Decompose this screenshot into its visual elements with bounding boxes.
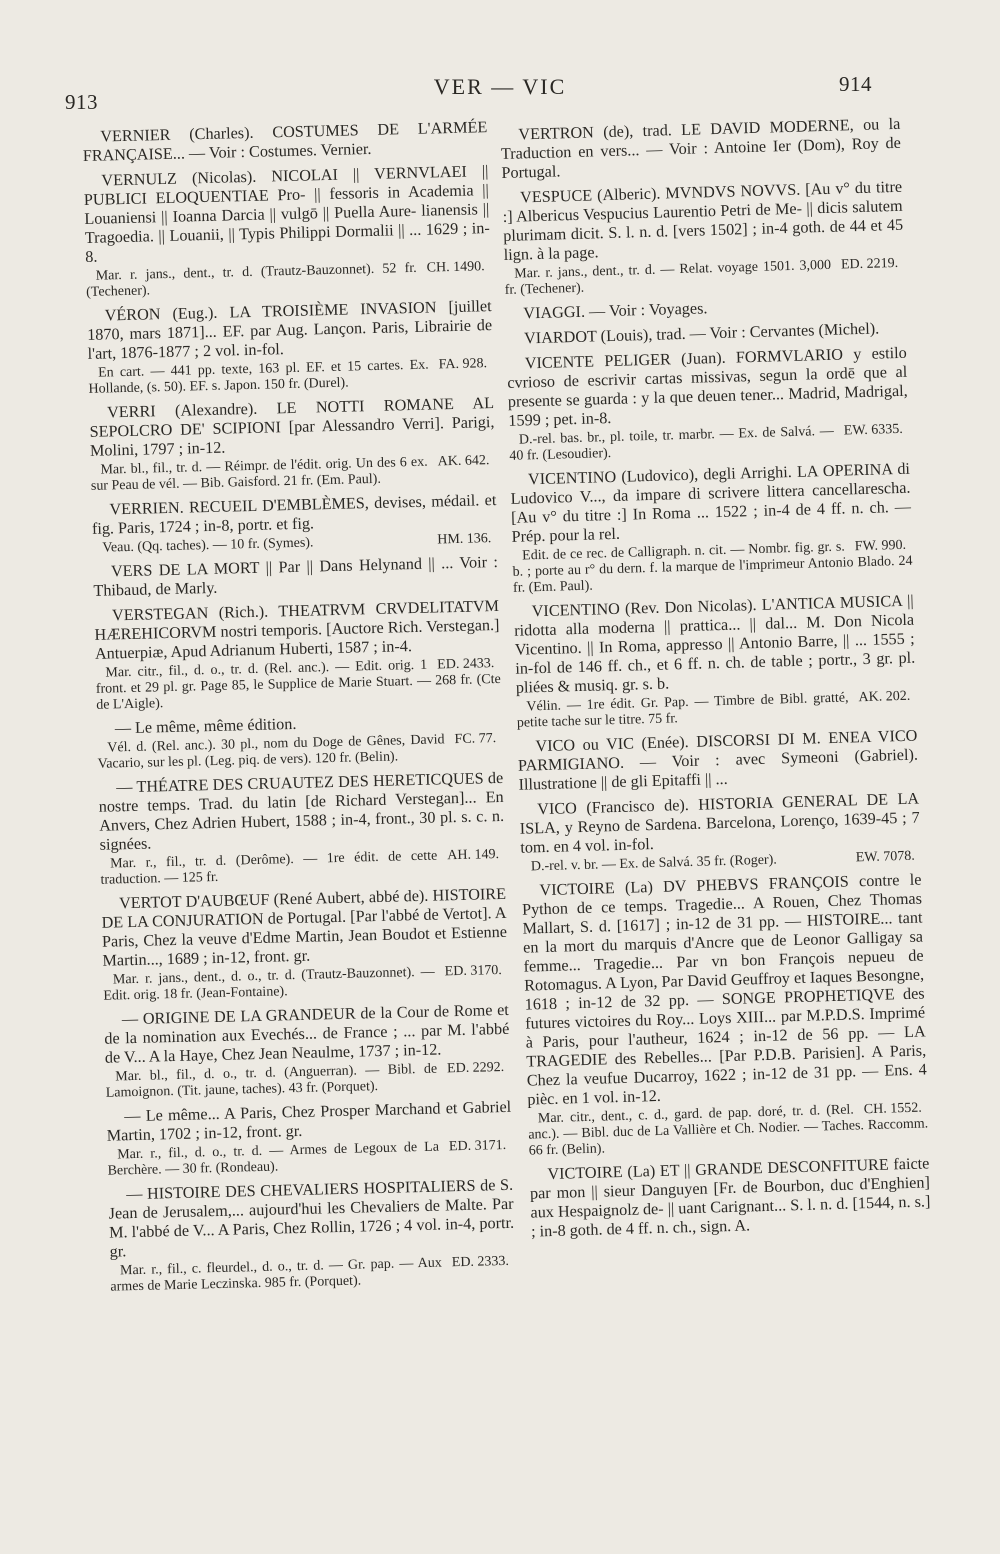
- left-column: [82, 112, 516, 1296]
- note-text: Mar. r. jans., dent., tr. d. (Trautz-Bauzonnet). 52 fr. (Techener).: [85, 260, 417, 300]
- entry-heading: — HISTOIRE DES CHEVALIERS HOSPITALIERS de S. Jean de Jerusalem,... aujourd'hui les Chevaliers de Malte. Par M. l'abbé de V... A Paris, Chez Rollin, 1726 ; 4 vol. in-4, portr. gr.: [108, 1175, 515, 1261]
- entry-heading: VICO ou VIC (Enée). DISCORSI DI M. ENEA VICO PARMIGIANO. — Voir : avec Symeoni (Gabriel). Illustratione || de gli Epitaffi || ...: [517, 726, 919, 794]
- note-reference: CH. 1490.: [426, 259, 485, 276]
- note-text: Vélin. — 1re édit. Gr. Pap. — Timbre de Bibl. gratté, petite tache sur le titre. 75 fr.: [516, 690, 849, 731]
- entry-heading: VERTRON (de), trad. LE DAVID MODERNE, ou la Traduction en vers... — Voir : Antoine Ier (Dom), Roy de Portugal.: [500, 114, 902, 182]
- catalogue-entry: [519, 790, 921, 876]
- entry-heading: VICO (Francisco de). HISTORIA GENERAL DE LA ISLA, y Reyno de Sardena. Barcelona, Lorenço, 1639-45 ; 7 tom. en 4 vol. in-fol.: [519, 789, 920, 857]
- note-text: Veau. (Qq. taches). — 10 fr. (Symes).: [102, 535, 314, 556]
- note-text: D.-rel. bas. br., pl. toile, tr. marbr. — Ex. de Salvá. — 40 fr. (Lesoudier).: [509, 423, 835, 464]
- catalogue-entry: [505, 294, 905, 324]
- note-reference: CH. 1552.: [863, 1100, 922, 1118]
- entry-heading: — Le même, même édition.: [114, 714, 297, 738]
- entry-heading: — ORIGINE DE LA GRANDEUR de la Cour de Rome et de la nomination aux Evechés... de France ; ... par M. l'abbé de V... A la Haye, Chez Jean Neaulme, 1737 ; in-12.: [104, 1000, 510, 1067]
- note-text: Mar. r., fil., c. fleurdel., d. o., tr. d. — Gr. pap. — Aux armes de Marie Leczinska. 985 fr. (Porquet).: [110, 1255, 442, 1295]
- note-text: Mar. r. jans., dent., tr. d. — Relat. voyage 1501. 3,000 fr. (Techener).: [504, 257, 832, 298]
- note-reference: ED. 2292.: [446, 1059, 505, 1077]
- catalogue-entry: [513, 592, 916, 732]
- entry-heading: VERNULZ (Nicolas). NICOLAI || VERNVLAEI || PUBLICI ELOQUENTIAE Pro- || fessoris in Academia || Louaniensi || Ioanna Darcia || vulgō || Puella Aure- lianensis || Tragoedia. || Louanii, || Typis Philippi Dormalii || ... 1629 ; in-8.: [83, 162, 490, 266]
- catalogue-entry: [89, 394, 496, 495]
- entry-heading: VIAGGI. — Voir : Voyages.: [523, 299, 708, 323]
- note-reference: FA. 928.: [438, 356, 488, 373]
- note-text: Mar. bl., fil., tr. d. — Réimpr. de l'édit. orig. Un des 6 ex. sur Peau de vél. — Bib. Gaisford. 21 fr. (Em. Paul).: [90, 454, 428, 494]
- note-text: Mar. citr., fil., d. o., tr. d. (Rel. anc.). — Edit. orig. 1 front. et 29 pl. gr. Page 85, le Supplice de Marie Stuart. — 268 fr. (Cte de L'Aigle).: [95, 657, 501, 713]
- entry-heading: VICENTINO (Ludovico), degli Arrighi. LA OPERINA di Ludovico V..., da impare di scrivere littera cancellarescha. [Au v° du titre :] In Roma ... 1522 ; in-4 de 4 ff. n. ch. — Prép. pour la rel.: [510, 459, 912, 546]
- catalogue-entry: [97, 710, 503, 773]
- note-reference: ED. 2333.: [451, 1253, 510, 1271]
- catalogue-entry: [510, 460, 913, 597]
- entry-heading: VIARDOT (Louis), trad. — Voir : Cervantes (Michel).: [523, 319, 880, 348]
- catalogue-entry: [101, 885, 509, 1005]
- entry-heading: VESPUCE (Alberic). MVNDVS NOVVS. [Au v° du titre :] Albericus Vespucius Laurentio Petri de Me- || dicis salutem plurimam dicit. S. l. n. d. [vers 1502] ; in-4 goth. de 44 et 45 lign. à la page.: [502, 177, 904, 264]
- catalogue-entry: [87, 297, 494, 398]
- right-column: [500, 109, 931, 1242]
- note-text: Mar. r., fil., tr. d. (Derôme). — 1re édit. de cette traduction. — 125 fr.: [100, 848, 438, 888]
- catalogue-entry: [93, 553, 499, 601]
- entry-heading: VERRI (Alexandre). LE NOTTI ROMANE AL SEPOLCRO DE' SCIPIONI [par Alessandro Verri]. Parigi, Molini, 1797 ; in-12.: [89, 394, 495, 460]
- note-reference: AH. 149.: [447, 847, 500, 864]
- note-reference: FW. 990.: [854, 537, 907, 555]
- entry-heading: VERRIEN. RECUEIL D'EMBLÈMES, devises, médail. et fig. Paris, 1724 ; in-8, portr. et fig.: [91, 490, 497, 538]
- note-reference: ED. 3170.: [444, 962, 503, 980]
- catalogue-entry: [507, 344, 910, 465]
- note-reference: EW. 6335.: [843, 421, 904, 439]
- catalogue-entry: [94, 597, 501, 714]
- page-number-left: 913: [65, 90, 98, 114]
- entry-heading: VICENTINO (Rev. Don Nicolas). L'ANTICA MUSICA || ridotta alla moderna || prattica... || dal... M. Don Nicola Vicentino. || In Roma, appresso || Antonio Barre, || ... 1555 ; in-fol de 146 ff. ch., et 6 ff. n. ch. de table ; portr., 3 gr. pl. pliées & musiq. gr. s. b.: [514, 591, 916, 697]
- entry-heading: VERNIER (Charles). COSTUMES DE L'ARMÉE FRANÇAISE... — Voir : Costumes. Vernier.: [82, 118, 488, 165]
- note-reference: ED. 2433.: [437, 656, 495, 673]
- entry-heading: — Le même... A Paris, Chez Prosper Marchand et Gabriel Martin, 1702 ; in-12, front. gr.: [106, 1097, 512, 1145]
- note-text: Mar. bl., fil., d. o., tr. d. (Anguerran). — Bibl. de Lamoignon. (Tit. jaune, taches). 43 fr. (Porquet).: [105, 1061, 438, 1101]
- catalogue-entry: [506, 319, 906, 349]
- catalogue-entry: [502, 178, 905, 299]
- entry-note: [512, 538, 913, 597]
- entry-heading: VICTOIRE (La) ET || GRANDE DESCONFITURE faicte par mon || sieur Danguyen [Fr. de Bourbon, duc d'Enghien] aux Hespaignolz de- || uant Carignant... S. l. n. d. [1544, n. s.] ; in-8 goth. de 4 ff. n. ch., sign. A.: [529, 1154, 931, 1241]
- entry-note: [95, 656, 501, 714]
- note-reference: AK. 202.: [858, 688, 911, 706]
- entry-note: [528, 1100, 929, 1159]
- entry-heading: VERS DE LA MORT || Par || Dans Helynand || ... Voir : Thibaud, de Marly.: [93, 552, 499, 600]
- entry-heading: — THÉATRE DES CRUAUTEZ DES HERETICQUES de nostre temps. Trad. du latin [de Richard Verstegan]... En Anvers, Chez Adrien Hubert, 1588 ; in-4, front., 30 pl. s. c. n. signées.: [98, 768, 505, 854]
- catalogue-entry: [91, 491, 497, 557]
- note-text: Mar. r. jans., dent., d. o., tr. d. (Trautz-Bauzonnet). — Edit. orig. 18 fr. (Jean-Fontaine).: [103, 964, 435, 1004]
- note-reference: EW. 7078.: [855, 848, 915, 866]
- catalogue-entry: [98, 769, 506, 889]
- catalogue-entry: [83, 162, 491, 301]
- catalogue-entry: [106, 1098, 513, 1180]
- catalogue-entry: [521, 871, 929, 1160]
- note-text: Edit. de ce rec. de Calligraph. n. cit. — Nombr. fig. gr. s. b. ; porte au r° du dern. f. la marque de l'imprimeur Antonio Blado. 24 fr. (Em. Paul).: [512, 539, 913, 596]
- entry-heading: VERTOT D'AUBŒUF (René Aubert, abbé de). HISTOIRE DE LA CONJURATION de Portugal. [Par l'abbé de Vertot]. A Paris, Chez la veuve d'Edme Martin, Jean Boudot et Estienne Martin..., 1689 ; in-12, front. gr.: [101, 884, 508, 970]
- page-number-right: 914: [839, 72, 872, 96]
- note-text: Vél. d. (Rel. anc.). 30 pl., nom du Doge de Gênes, David Vacario, sur les pl. (Leg. piq. de vers). 120 fr. (Belin).: [97, 732, 445, 772]
- note-reference: AK. 642.: [437, 453, 490, 470]
- catalogue-entry: [529, 1154, 931, 1241]
- catalogue-entry: [517, 727, 918, 795]
- note-reference: ED. 3171.: [448, 1137, 507, 1155]
- entry-heading: VICENTE PELIGER (Juan). FORMVLARIO y estilo cvrioso de escrivir cartas missivas, segun la ordē que al presente se guarda : y la que deuen tener... Madrid, Madrigal, 1599 ; pet. in-8.: [507, 343, 908, 430]
- catalogue-entry: [500, 115, 901, 183]
- note-text: Mar. r., fil., d. o., tr. d. — Armes de Legoux de La Berchère. — 30 fr. (Rondeau).: [107, 1139, 440, 1179]
- note-reference: HM. 136.: [437, 531, 492, 548]
- entry-heading: VÉRON (Eug.). LA TROISIÈME INVASION [juillet 1870, mars 1871]... EF. par Aug. Lançon. Paris, Librairie de l'art, 1876-1877 ; 2 vol. in-fol.: [86, 297, 493, 363]
- entry-heading: VERSTEGAN (Rich.). THEATRVM CRVDELITATVM HÆREHICORVM nostri temporis. [Auctore Rich. Verstegan.] Antuerpiæ, Apud Adrianum Huberti, 1587 ; in-4.: [94, 596, 500, 663]
- catalogue-entry: [104, 1001, 511, 1102]
- note-text: D.-rel. v. br. — Ex. de Salvá. 35 fr. (Roger).: [530, 852, 777, 875]
- note-text: Mar. citr., dent., c. d., gard. de pap. doré, tr. d. (Rel. anc.). — Bibl. duc de La Vallière et Ch. Nodier. — Taches. Raccomm. 66 fr. (Belin).: [528, 1102, 929, 1159]
- running-title: VER — VIC: [433, 74, 567, 99]
- catalogue-entry: [108, 1176, 516, 1296]
- note-text: En cart. — 441 pp. texte, 163 pl. EF. et 15 cartes. Ex. Hollande, (s. 50). EF. s. Japon. 150 fr. (Durel).: [88, 357, 429, 397]
- note-reference: ED. 2219.: [840, 255, 899, 273]
- note-reference: FC. 77.: [454, 731, 497, 748]
- catalogue-entry: [82, 118, 488, 166]
- entry-heading: VICTOIRE (La) DV PHEBVS FRANÇOIS contre le Python de ce temps. Tragedie... A Rouen, Chez Thomas Mallart, S. d. [1617] ; in-12 de 31 pp. — HISTOIRE... tant en la mort du marquis d'Ancre que de Leonor Galligay sa femme... Tragedie... Par vn bon François nepueu de Rotomagus. A Lyon, Par David Geuffroy et Iaques Besongne, 1618 ; in-12 de 32 pp. — SONGE PROPHETIQVE des futures victoires du Roy... Loys XIII... par M.P.D.S. Imprimé à Paris, pour l'autheur, 1624 ; in-12 de 56 pp. — LA TRAGEDIE des Rebelles... [Par P.D.B. Parisien]. A Paris, Chez la veufue Ducarroy, 1622 ; in-12 de 31 pp. — Ens. 4 pièc. en 1 vol. in-12.: [521, 870, 927, 1109]
